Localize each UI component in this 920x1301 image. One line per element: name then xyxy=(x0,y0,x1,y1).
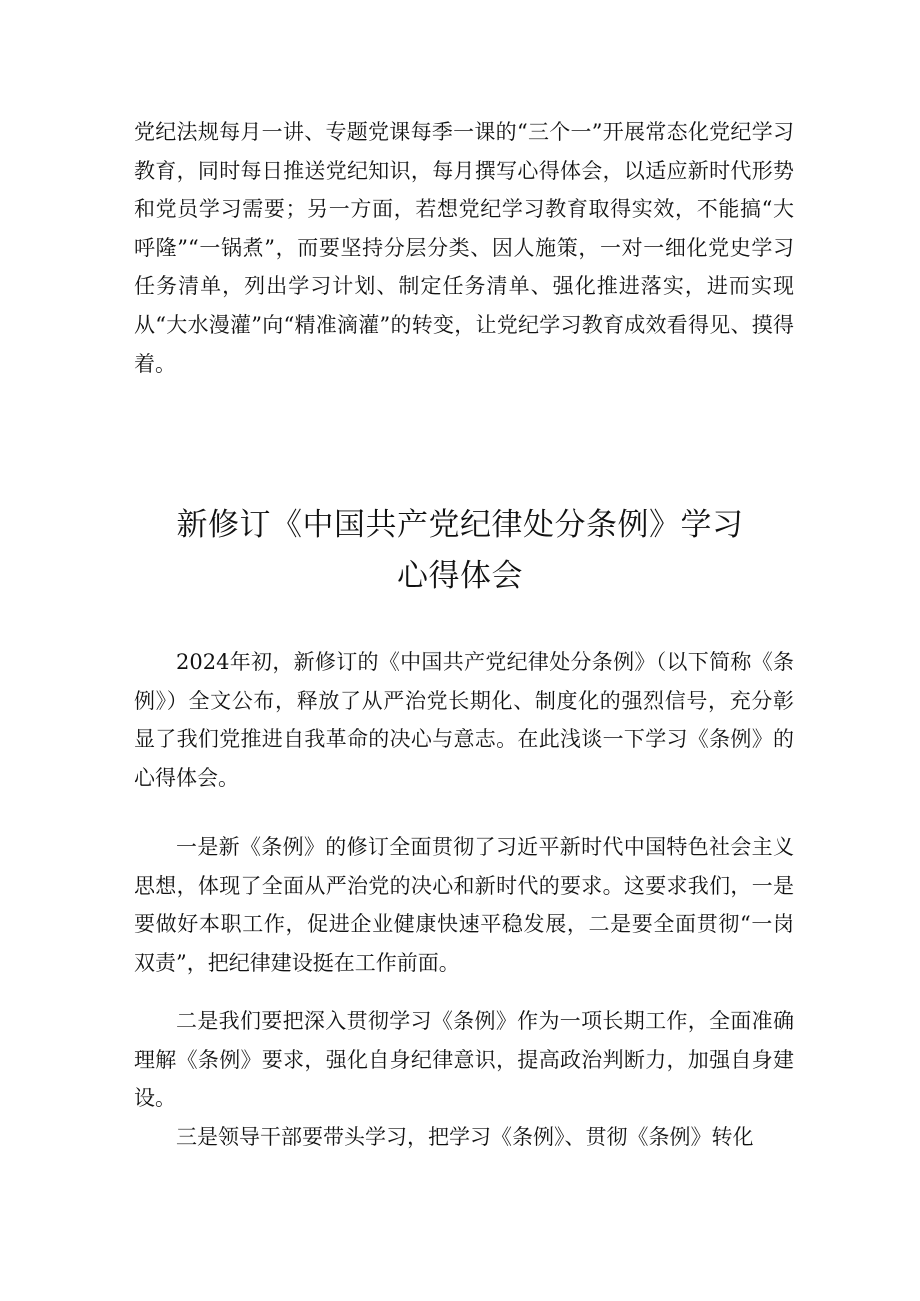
article-title-line-1: 新修订《中国共产党纪律处分条例》学习 xyxy=(176,507,744,543)
body-paragraph-4: 三是领导干部要带头学习，把学习《条例》、贯彻《条例》转化 xyxy=(176,1125,754,1149)
body-paragraph-3: 二是我们要把深入贯彻学习《条例》作为一项长期工作，全面准确理解《条例》要求，强化自身纪律意识，提高政治判断力，加强自身建设。 xyxy=(134,1009,794,1111)
body-paragraph-2: 一是新《条例》的修订全面贯彻了习近平新时代中国特色社会主义思想，体现了全面从严治党的决心和新时代的要求。这要求我们，一是要做好本职工作，促进企业健康快速平稳发展，二是要全面贯彻“一岗双责”，把纪律建设挺在工作前面。 xyxy=(134,835,794,975)
continuation-paragraph: 党纪法规每月一讲、专题党课每季一课的“三个一”开展常态化党纪学习教育，同时每日推送党纪知识，每月撰写心得体会，以适应新时代形势和党员学习需要；另一方面，若想党纪学习教育取得实效，不能搞“大呼隆”“一锅煮”，而要坚持分层分类、因人施策，一对一细化党史学习任务清单，列出学习计划、制定任务清单、强化推进落实，进而实现从“大水漫灌”向“精准滴灌”的转变，让党纪学习教育成效看得见、摸得着。 xyxy=(134,120,794,376)
body-paragraph-1: 2024年初，新修订的《中国共产党纪律处分条例》（以下简称《条例》）全文公布，释放了从严治党长期化、制度化的强烈信号，充分彰显了我们党推进自我革命的决心与意志。在此浅谈一下学习《条例》的心得体会。 xyxy=(134,650,794,790)
article-title-line-2: 心得体会 xyxy=(397,558,523,594)
article-title xyxy=(120,500,800,602)
